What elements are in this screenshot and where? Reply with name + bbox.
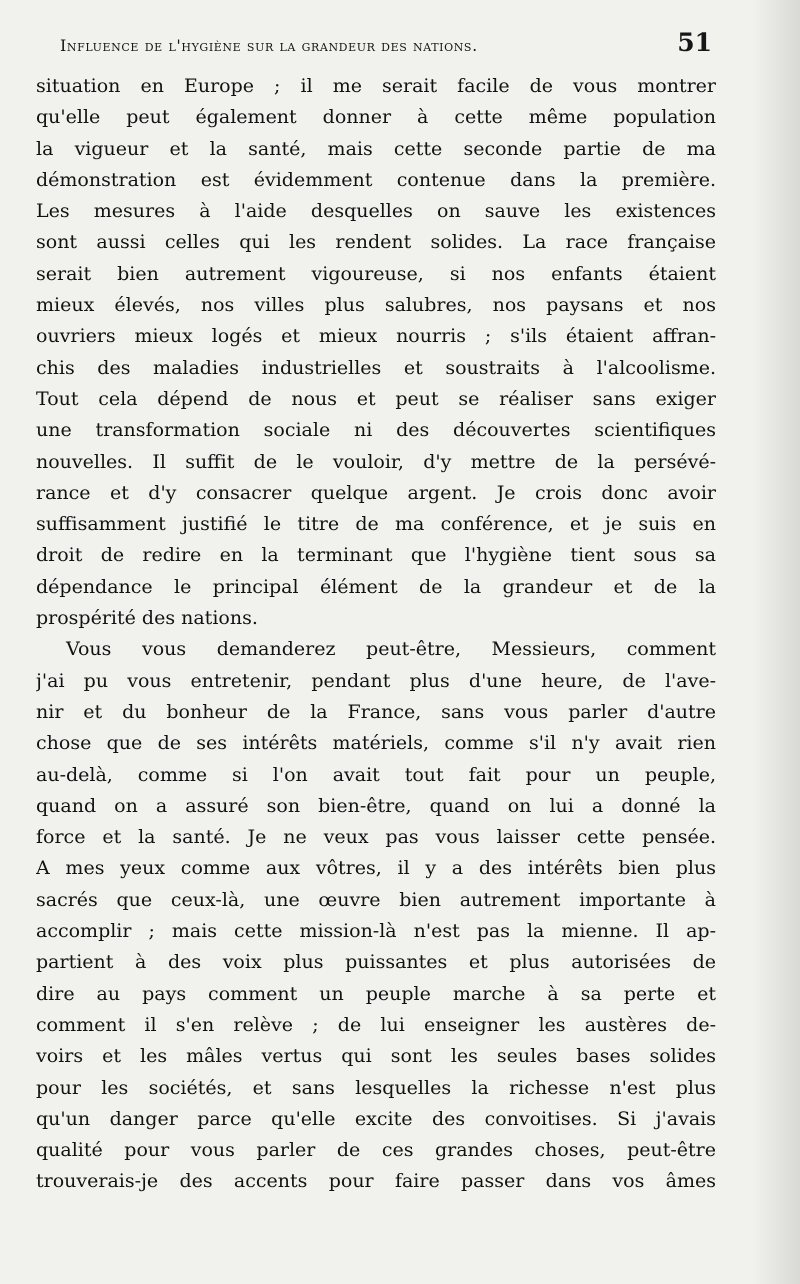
text-line: force et la santé. Je ne veux pas vous laisser cette pensée. <box>36 826 716 849</box>
text-line: quand on a assuré son bien-être, quand on lui a donné la <box>36 794 716 817</box>
text-line: trouverais-je des accents pour faire passer dans vos âmes <box>36 1170 716 1193</box>
text-line: pour les sociétés, et sans lesquelles la richesse n'est plus <box>36 1076 716 1099</box>
text-line: A mes yeux comme aux vôtres, il y a des intérêts bien plus <box>36 857 716 880</box>
text-line: qu'un danger parce qu'elle excite des convoitises. Si j'avais <box>36 1107 716 1130</box>
text-line: une transformation sociale ni des découvertes scientifiques <box>36 419 716 442</box>
paragraph <box>36 634 716 1197</box>
text-line: nouvelles. Il suffit de le vouloir, d'y mettre de la persévé- <box>36 450 716 473</box>
text-line: au-delà, comme si l'on avait tout fait pour un peuple, <box>36 763 716 786</box>
text-line: dépendance le principal élément de la grandeur et de la <box>36 575 716 598</box>
text-line: voirs et les mâles vertus qui sont les seules bases solides <box>36 1045 716 1068</box>
running-title: Influence de l'hygiène sur la grandeur des nations. <box>60 36 478 55</box>
running-header <box>60 28 712 58</box>
text-line: sont aussi celles qui les rendent solides. La race française <box>36 231 716 254</box>
text-line: droit de redire en la terminant que l'hygiène tient sous sa <box>36 544 716 567</box>
text-line: Les mesures à l'aide desquelles on sauve les existences <box>36 200 716 223</box>
text-line: chis des maladies industrielles et soustraits à l'alcoolisme. <box>36 356 716 379</box>
text-line: Tout cela dépend de nous et peut se réaliser sans exiger <box>36 387 716 410</box>
text-line: sacrés que ceux-là, une œuvre bien autrement importante à <box>36 888 716 911</box>
text-line: qu'elle peut également donner à cette même population <box>36 106 716 129</box>
text-line: accomplir ; mais cette mission-là n'est pas la mienne. Il ap- <box>36 920 716 943</box>
text-line: qualité pour vous parler de ces grandes choses, peut-être <box>36 1139 716 1162</box>
text-line: la vigueur et la santé, mais cette seconde partie de ma <box>36 137 716 160</box>
text-line: dire au pays comment un peuple marche à sa perte et <box>36 982 716 1005</box>
body-text <box>36 71 716 1198</box>
text-line: démonstration est évidemment contenue dans la première. <box>36 168 716 191</box>
text-line: suffisamment justifié le titre de ma conférence, et je suis en <box>36 513 716 536</box>
text-line: partient à des voix plus puissantes et plus autorisées de <box>36 951 716 974</box>
text-line: j'ai pu vous entretenir, pendant plus d'une heure, de l'ave- <box>36 669 716 692</box>
text-line: prospérité des nations. <box>36 607 258 630</box>
text-line: chose que de ses intérêts matériels, comme s'il n'y avait rien <box>36 732 716 755</box>
paragraph <box>36 71 716 634</box>
text-line: ouvriers mieux logés et mieux nourris ; s'ils étaient affran- <box>36 325 716 348</box>
text-line: serait bien autrement vigoureuse, si nos enfants étaient <box>36 262 716 285</box>
text-line: mieux élevés, nos villes plus salubres, nos paysans et nos <box>36 294 716 317</box>
text-line: nir et du bonheur de la France, sans vous parler d'autre <box>36 700 716 723</box>
text-line: Vous vous demanderez peut-être, Messieurs, comment <box>66 638 716 661</box>
text-line: comment il s'en relève ; de lui enseigner les austères de- <box>36 1013 716 1036</box>
page-number: 51 <box>677 28 712 57</box>
text-line: rance et d'y consacrer quelque argent. Je crois donc avoir <box>36 481 716 504</box>
text-line: situation en Europe ; il me serait facile de vous montrer <box>36 75 716 97</box>
